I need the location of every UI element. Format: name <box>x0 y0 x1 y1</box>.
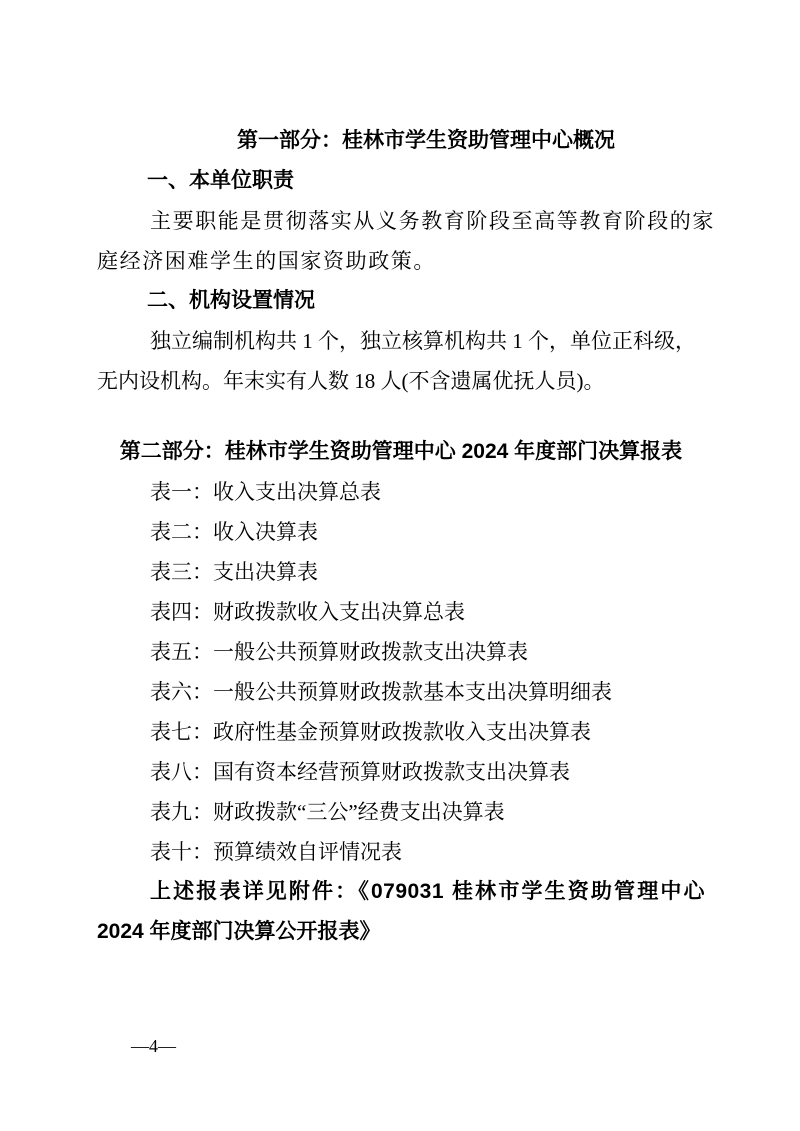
attachment-note-line2: 2024 年度部门决算公开报表》 <box>97 920 381 943</box>
table-list-item-9: 表九：财政拨款“三公”经费支出决算表 <box>150 800 505 824</box>
table-list-item-10: 表十：预算绩效自评情况表 <box>150 840 402 864</box>
table-list-item-8: 表八：国有资本经营预算财政拨款支出决算表 <box>150 760 570 784</box>
table-list-item-7: 表七：政府性基金预算财政拨款收入支出决算表 <box>150 720 591 744</box>
table-list-item-2: 表二：收入决算表 <box>150 520 318 544</box>
part1-paragraph1-line2: 庭经济困难学生的国家资助政策。 <box>97 249 436 273</box>
section-gap <box>97 401 705 432</box>
table-list-item-5: 表五：一般公共预算财政拨款支出决算表 <box>150 640 528 664</box>
page-number: —4— <box>131 1036 176 1056</box>
part1-paragraph2-line2: 无内设机构。年末实有人数 18 人(不含遗属优抚人员)。 <box>97 369 605 393</box>
part1-paragraph2-line1: 独立编制机构共 1 个，独立核算机构共 1 个，单位正科级， <box>150 329 696 353</box>
document-body <box>97 121 715 952</box>
attachment-note-line1: 上述报表详见附件：《079031 桂林市学生资助管理中心 <box>150 880 705 903</box>
table-list-item-1: 表一：收入支出决算总表 <box>150 480 381 504</box>
table-list-item-3: 表三：支出决算表 <box>150 560 318 584</box>
table-list-item-6: 表六：一般公共预算财政拨款基本支出决算明细表 <box>150 680 612 704</box>
table-list-item-4: 表四：财政拨款收入支出决算总表 <box>150 600 465 624</box>
part2-title: 第二部分：桂林市学生资助管理中心 2024 年度部门决算报表 <box>119 440 683 463</box>
part1-section1-heading: 一、本单位职责 <box>147 169 294 192</box>
part1-title: 第一部分：桂林市学生资助管理中心概况 <box>237 129 615 152</box>
part1-paragraph1-line1: 主要职能是贯彻落实从义务教育阶段至高等教育阶段的家 <box>150 209 715 233</box>
part1-section2-heading: 二、机构设置情况 <box>147 289 315 312</box>
